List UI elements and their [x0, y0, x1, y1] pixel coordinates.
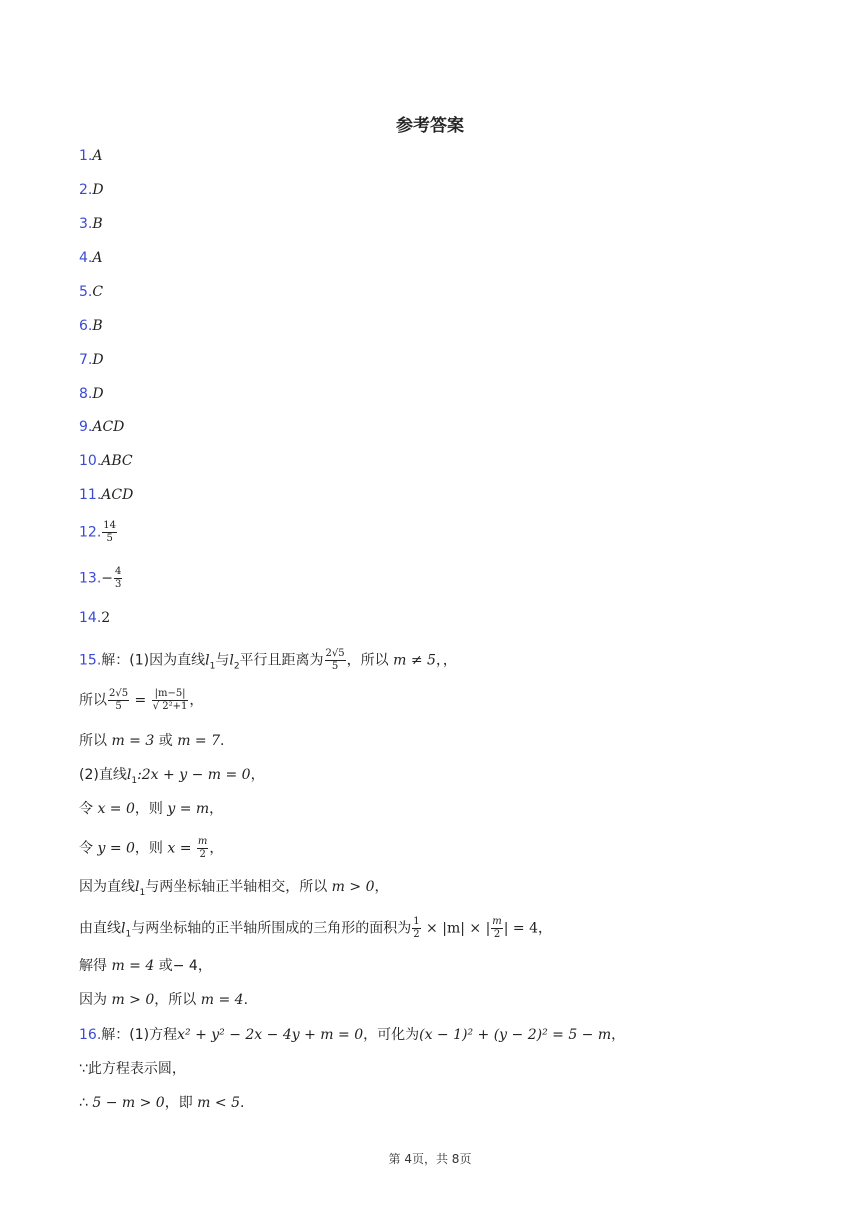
- solution-15-line-9: 解得 m = 4 或− 4，: [79, 958, 212, 974]
- answer-10: [79, 451, 133, 471]
- answer-value: C: [92, 284, 104, 300]
- solution-15-line-10: 因为 m > 0，所以 m = 4.: [79, 992, 249, 1008]
- answer-3: [79, 214, 103, 234]
- question-number: 5.: [79, 284, 93, 300]
- answer-9: [79, 417, 124, 437]
- answer-1: [79, 146, 102, 166]
- solution-15-line-5: 令 x = 0，则 y = m，: [79, 801, 224, 817]
- question-number: 7.: [79, 352, 93, 368]
- answer-12: [79, 520, 118, 545]
- fraction: $\frac{m}{2}$: [197, 836, 208, 860]
- answer-2: [79, 180, 104, 200]
- solution-16-line-1: 16.解：(1)方程x² + y² − 2x − 4y + m = 0，可化为(x − 1)² + (y − 2)² = 5 − m，: [79, 1027, 626, 1043]
- question-number: 14.: [79, 610, 102, 626]
- solution-16-line-2: ∵此方程表示圆，: [79, 1061, 186, 1077]
- answer-6: [79, 316, 103, 336]
- page-title: 参考答案: [396, 116, 464, 136]
- solution-15-line-2: 所以 $\frac{2√5}{5}$ = $\frac{|m-5|}{\text{√ 2²+1}}$ ，: [79, 688, 204, 712]
- solution-15-line-4: (2)直线$l_1:2x + y - m = 0$，: [79, 767, 265, 786]
- question-number: 15.: [79, 652, 102, 669]
- answer-4: [79, 248, 102, 268]
- solution-15-line-3: 所以 m = 3 或 m = 7.: [79, 733, 225, 749]
- question-number: 10.: [79, 453, 102, 469]
- question-number: 6.: [79, 318, 93, 334]
- answer-13: 13.− $\frac{4}{3}$: [79, 566, 122, 590]
- solution-15-line-6: 令 y = 0，则 x = $\frac{m}{2}$ ，: [79, 836, 224, 860]
- question-number: 4.: [79, 250, 93, 266]
- question-number: 12.: [79, 524, 102, 541]
- fraction: $\frac{2√5}{5}$: [325, 648, 345, 672]
- answer-11: [79, 485, 133, 505]
- answer-value: ABC: [101, 453, 133, 469]
- fraction: $\frac{2√5}{5}$: [109, 688, 129, 712]
- answer-8: [79, 384, 104, 404]
- fraction: $\frac{14}{5}$: [103, 520, 116, 544]
- answer-14: 14.2: [79, 610, 111, 626]
- solution-15-line-1: 15.解：(1)因为直线$l_1$与$l_2$平行且距离为 $\frac{2√5}{5}$ ，所以 m ≠ 5，，: [79, 648, 457, 672]
- question-number: 13.: [79, 570, 102, 587]
- solution-15-line-7: 因为直线$l_1$与两坐标轴正半轴相交，所以 m > 0，: [79, 879, 389, 898]
- answer-value: D: [92, 352, 104, 368]
- fraction: $\frac{1}{2}$: [413, 916, 420, 940]
- answer-7: [79, 350, 104, 370]
- answer-value: D: [92, 386, 104, 402]
- answer-5: [79, 282, 103, 302]
- answer-value: ACD: [101, 487, 134, 503]
- question-number: 16.: [79, 1027, 102, 1043]
- fraction: $\frac{|m-5|}{\text{√ 2²+1}}$: [152, 688, 188, 712]
- question-number: 8.: [79, 386, 93, 402]
- solution-16-line-3: ∴ 5 − m > 0，即 m < 5.: [79, 1095, 245, 1111]
- question-number: 1.: [79, 148, 93, 164]
- fraction: $\frac{m}{2}$: [492, 916, 502, 940]
- answer-value: B: [92, 318, 103, 334]
- answer-value: D: [92, 182, 104, 198]
- question-number: 3.: [79, 216, 93, 232]
- question-number: 2.: [79, 182, 93, 198]
- answer-value: B: [92, 216, 103, 232]
- page-footer: 第 4页，共 8页: [388, 1152, 472, 1166]
- question-number: 11.: [79, 487, 102, 503]
- answer-value: A: [92, 250, 103, 266]
- answer-value: ACD: [92, 419, 125, 435]
- fraction: $\frac{4}{3}$: [115, 566, 122, 590]
- question-number: 9.: [79, 419, 93, 435]
- answer-value: A: [92, 148, 103, 164]
- solution-15-line-8: 由直线$l_1$与两坐标轴的正半轴所围成的三角形的面积为 $\frac{1}{2}$ × |m| × | $\frac{m}{2}$ | = 4，: [79, 916, 553, 940]
